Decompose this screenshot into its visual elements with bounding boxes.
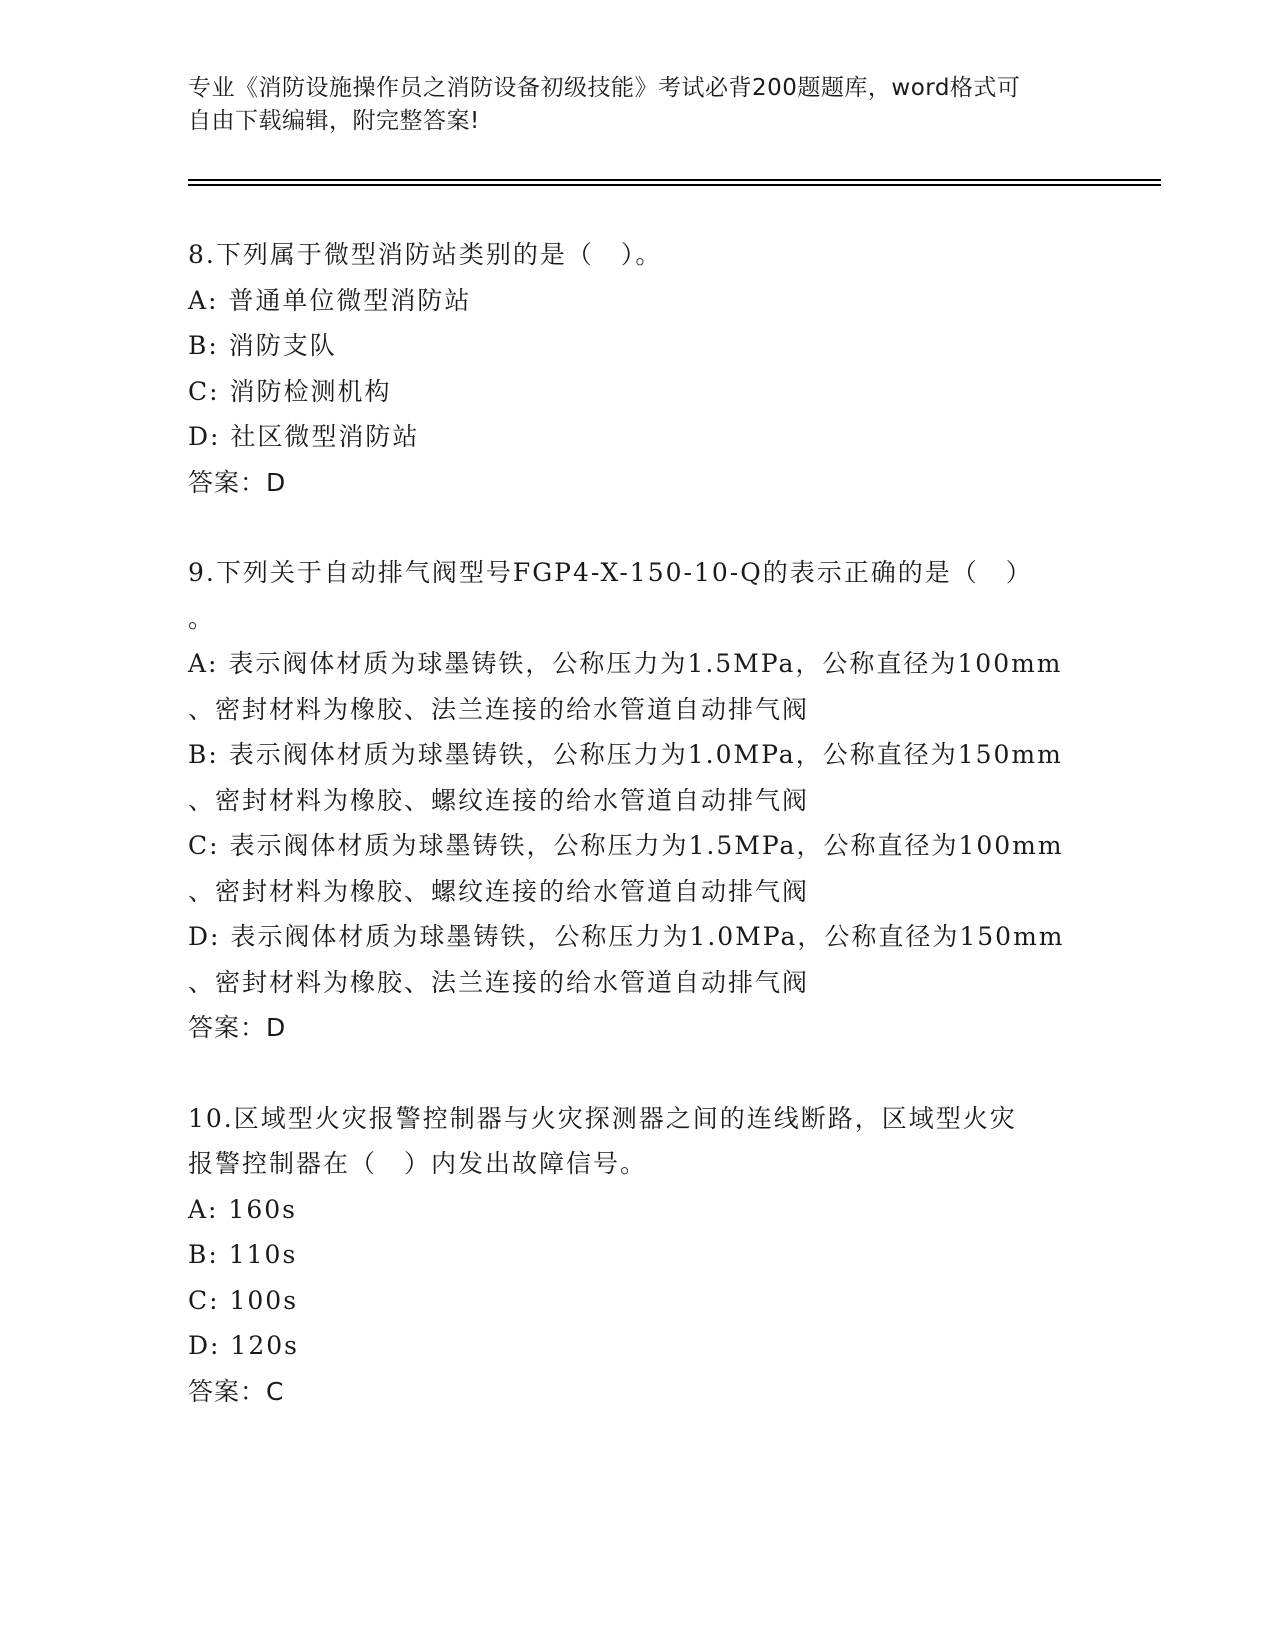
question-item [188,232,1148,505]
document-header [188,72,1088,138]
question-item [188,1096,1148,1415]
answer-label: 答案：C [188,1376,285,1406]
option-d: D: 120s [188,1331,299,1360]
option-a: A: 普通单位微型消防站 [188,285,472,315]
option-a: A: 160s [188,1194,297,1224]
header-line: 自由下载编辑，附完整答案! [188,108,480,134]
option-b: 、密封材料为橡胶、螺纹连接的给水管道自动排气阀 [188,785,810,815]
question-list [188,232,1148,1459]
question-stem: 10.区域型火灾报警控制器与火灾探测器之间的连线断路，区域型火灾 [188,1103,1017,1133]
question-stem: 。 [188,603,216,633]
question-stem: 8.下列属于微型消防站类别的是（ ）。 [188,240,663,269]
question-item [188,550,1148,1051]
header-divider [188,179,1161,181]
option-b: B: 110s [188,1240,298,1269]
option-a: A: 表示阀体材质为球墨铸铁，公称压力为1.5MPa，公称直径为100mm [188,649,1063,678]
option-d: D: 表示阀体材质为球墨铸铁，公称压力为1.0MPa，公称直径为150mm [188,922,1065,951]
option-a: 、密封材料为橡胶、法兰连接的给水管道自动排气阀 [188,694,810,724]
option-c: C: 表示阀体材质为球墨铸铁，公称压力为1.5MPa，公称直径为100mm [188,831,1064,860]
question-stem: 报警控制器在（ ）内发出故障信号。 [188,1149,648,1178]
answer-label: 答案：D [188,467,287,497]
option-d: D: 社区微型消防站 [188,422,420,451]
option-d: 、密封材料为橡胶、法兰连接的给水管道自动排气阀 [188,967,810,997]
option-c: 、密封材料为橡胶、螺纹连接的给水管道自动排气阀 [188,876,810,906]
option-b: B: 表示阀体材质为球墨铸铁，公称压力为1.0MPa，公称直径为150mm [188,740,1063,769]
option-b: B: 消防支队 [188,331,337,360]
question-stem: 9.下列关于自动排气阀型号FGP4-X-150-10-Q的表示正确的是（ ） [188,558,1033,587]
header-line: 专业《消防设施操作员之消防设备初级技能》考试必背200题题库，word格式可 [188,75,1021,101]
option-c: C: 100s [188,1285,299,1315]
header-divider [188,184,1161,186]
answer-label: 答案：D [188,1013,287,1042]
option-c: C: 消防检测机构 [188,376,392,406]
